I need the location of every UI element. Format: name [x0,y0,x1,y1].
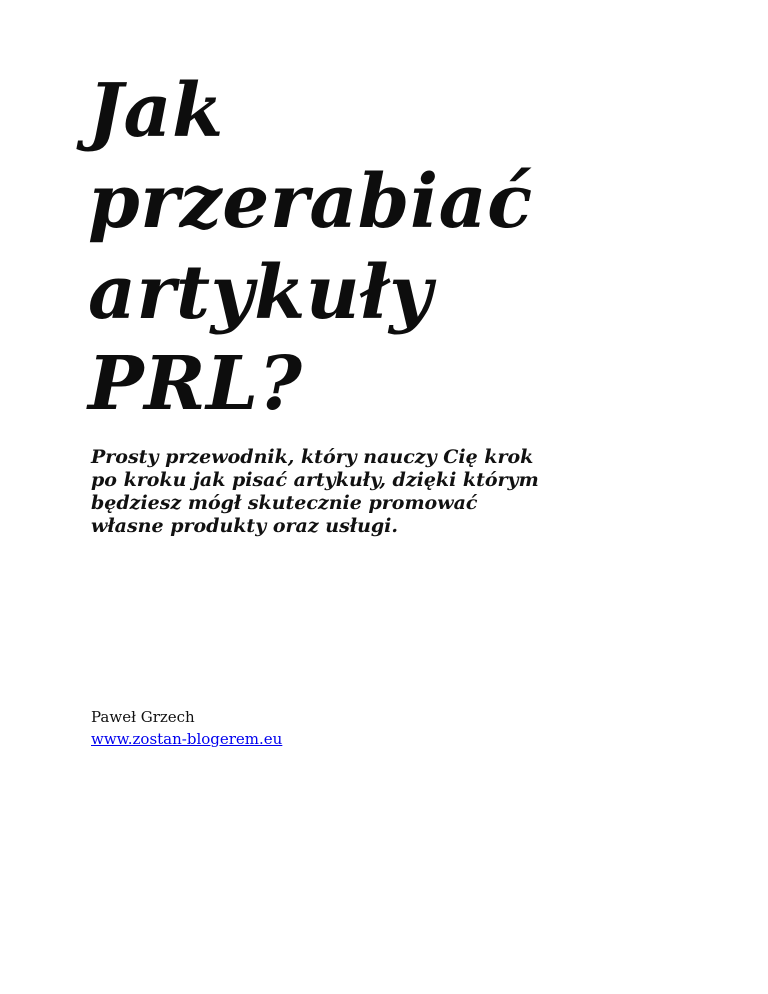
title-line: artykuły [88,250,433,336]
document-subtitle [91,446,691,538]
document-title [88,66,728,430]
subtitle-line: własne produkty oraz usługi. [91,515,399,537]
subtitle-line: Prosty przewodnik, który nauczy Cię krok [91,446,534,468]
title-line: przerabiać [88,159,533,245]
author-name: Paweł Grzech [91,708,195,726]
website-link[interactable]: www.zostan-blogerem.eu [91,730,283,748]
subtitle-line: po kroku jak pisać artykuły, dzięki którym [91,469,539,491]
title-line: Jak [88,68,224,154]
subtitle-line: będziesz mógł skutecznie promować [91,492,478,514]
title-line: PRL? [88,341,303,427]
